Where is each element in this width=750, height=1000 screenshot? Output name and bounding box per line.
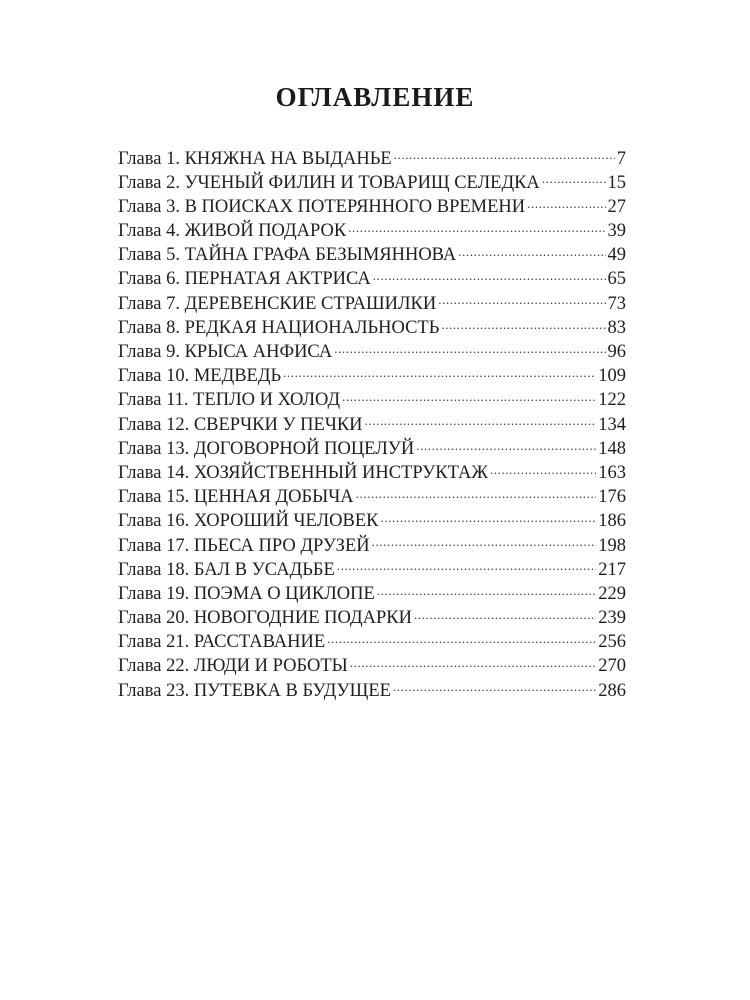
- toc-entry: [118, 218, 626, 242]
- toc-dot-leader: [342, 387, 596, 406]
- toc-entry-label: Глава 22. ЛЮДИ И РОБОТЫ: [118, 656, 348, 677]
- toc-entry-label: Глава 17. ПЬЕСА ПРО ДРУЗЕЙ: [118, 535, 370, 556]
- toc-dot-leader: [527, 193, 605, 212]
- toc-entry-page-number: 286: [598, 680, 626, 701]
- toc-entry-label: Глава 21. РАССТАВАНИЕ: [118, 632, 326, 653]
- toc-dot-leader: [394, 145, 615, 164]
- toc-entry: [118, 314, 626, 338]
- toc-entry-label: Глава 9. КРЫСА АНФИСА: [118, 342, 333, 362]
- toc-entry-label: Глава 7. ДЕРЕВЕНСКИЕ СТРАШИЛКИ: [118, 293, 437, 314]
- toc-entry-page-number: 176: [598, 487, 626, 508]
- toc-entry-page-number: 7: [616, 148, 626, 169]
- toc-entry: [118, 387, 626, 411]
- toc-entry: [118, 411, 626, 435]
- toc-entry-page-number: 49: [607, 245, 626, 266]
- toc-entry-page-number: 109: [598, 366, 626, 387]
- toc-dot-leader: [377, 580, 596, 599]
- toc-entry-label: Глава 13. ДОГОВОРНОЙ ПОЦЕЛУЙ: [118, 438, 415, 459]
- toc-entry-page-number: 27: [607, 196, 626, 217]
- toc-entry: [118, 290, 626, 314]
- toc-entry-label: Глава 11. ТЕПЛО И ХОЛОД: [118, 390, 341, 411]
- toc-dot-leader: [334, 339, 605, 358]
- toc-entry-page-number: 148: [598, 438, 626, 459]
- toc-entry-label: Глава 19. ПОЭМА О ЦИКЛОПЕ: [118, 583, 375, 604]
- toc-entry-page-number: 229: [598, 583, 626, 604]
- toc-entry: [118, 459, 626, 483]
- toc-entry: [118, 435, 626, 459]
- toc-entry-page-number: 65: [607, 269, 626, 290]
- toc-dot-leader: [414, 605, 596, 624]
- toc-dot-leader: [416, 435, 596, 454]
- toc-entry: [118, 242, 626, 266]
- toc-entry: [118, 653, 626, 677]
- toc-entry-label: Глава 14. ХОЗЯЙСТВЕННЫЙ ИНСТРУКТАЖ: [118, 462, 488, 483]
- toc-entry: [118, 556, 626, 580]
- toc-entry: [118, 266, 626, 290]
- toc-entry-page-number: 39: [607, 221, 626, 242]
- toc-entry: [118, 484, 626, 508]
- toc-entry-label: Глава 3. В ПОИСКАХ ПОТЕРЯННОГО ВРЕМЕНИ: [118, 196, 526, 217]
- toc-entry-page-number: 198: [598, 535, 626, 556]
- toc-entry: [118, 629, 626, 653]
- toc-entry-page-number: 122: [598, 390, 626, 411]
- toc-dot-leader: [348, 218, 605, 237]
- toc-dot-leader: [356, 484, 597, 503]
- table-of-contents: [118, 145, 626, 701]
- toc-dot-leader: [373, 266, 606, 285]
- toc-entry: [118, 580, 626, 604]
- toc-entry-label: Глава 12. СВЕРЧКИ У ПЕЧКИ: [118, 414, 363, 435]
- toc-entry-page-number: 15: [607, 172, 626, 193]
- toc-entry: [118, 145, 626, 169]
- toc-dot-leader: [337, 556, 597, 575]
- toc-entry-label: Глава 1. КНЯЖНА НА ВЫДАНЬЕ: [118, 148, 392, 169]
- toc-entry-page-number: 186: [598, 511, 626, 532]
- toc-entry-page-number: 83: [607, 317, 626, 338]
- toc-dot-leader: [393, 677, 596, 696]
- toc-entry-label: Глава 18. БАЛ В УСАДЬБЕ: [118, 559, 335, 580]
- toc-entry: [118, 605, 626, 629]
- toc-entry-label: Глава 8. РЕДКАЯ НАЦИОНАЛЬНОСТЬ: [118, 317, 440, 338]
- toc-dot-leader: [372, 532, 597, 551]
- toc-entry-label: Глава 10. МЕДВЕДЬ: [118, 366, 282, 387]
- toc-entry: [118, 677, 626, 701]
- toc-dot-leader: [365, 411, 597, 430]
- toc-entry-label: Глава 4. ЖИВОЙ ПОДАРОК: [118, 221, 347, 242]
- toc-dot-leader: [441, 314, 605, 333]
- toc-entry: [118, 532, 626, 556]
- toc-entry-page-number: 270: [598, 656, 626, 677]
- toc-entry-page-number: 256: [598, 632, 626, 653]
- toc-entry: [118, 193, 626, 217]
- toc-dot-leader: [283, 363, 596, 382]
- toc-entry-label: Глава 20. НОВОГОДНИЕ ПОДАРКИ: [118, 608, 412, 629]
- toc-dot-leader: [490, 459, 596, 478]
- toc-entry-page-number: 73: [607, 293, 626, 314]
- toc-dot-leader: [380, 508, 596, 527]
- toc-dot-leader: [542, 169, 606, 188]
- toc-dot-leader: [350, 653, 596, 672]
- toc-entry-label: Глава 16. ХОРОШИЙ ЧЕЛОВЕК: [118, 511, 379, 532]
- toc-entry: [118, 363, 626, 387]
- toc-entry-label: Глава 5. ТАЙНА ГРАФА БЕЗЫМЯННОВА: [118, 245, 457, 266]
- toc-entry-label: Глава 2. УЧЕНЫЙ ФИЛИН И ТОВАРИЩ СЕЛЕДКА: [118, 172, 540, 193]
- toc-entry-page-number: 239: [598, 608, 626, 629]
- toc-entry: [118, 339, 626, 363]
- toc-entry-page-number: 134: [598, 414, 626, 435]
- page-title: ОГЛАВЛЕНИЕ: [275, 82, 475, 113]
- toc-entry: [118, 508, 626, 532]
- toc-entry-label: Глава 23. ПУТЕВКА В БУДУЩЕЕ: [118, 680, 391, 701]
- toc-entry-label: Глава 6. ПЕРНАТАЯ АКТРИСА: [118, 269, 371, 290]
- toc-entry-page-number: 163: [598, 462, 626, 483]
- toc-dot-leader: [327, 629, 596, 648]
- toc-dot-leader: [438, 290, 605, 309]
- toc-entry: [118, 169, 626, 193]
- toc-dot-leader: [458, 242, 605, 261]
- toc-entry-label: Глава 15. ЦЕННАЯ ДОБЫЧА: [118, 487, 354, 508]
- toc-entry-page-number: 217: [598, 559, 626, 580]
- toc-entry-page-number: 96: [607, 342, 626, 362]
